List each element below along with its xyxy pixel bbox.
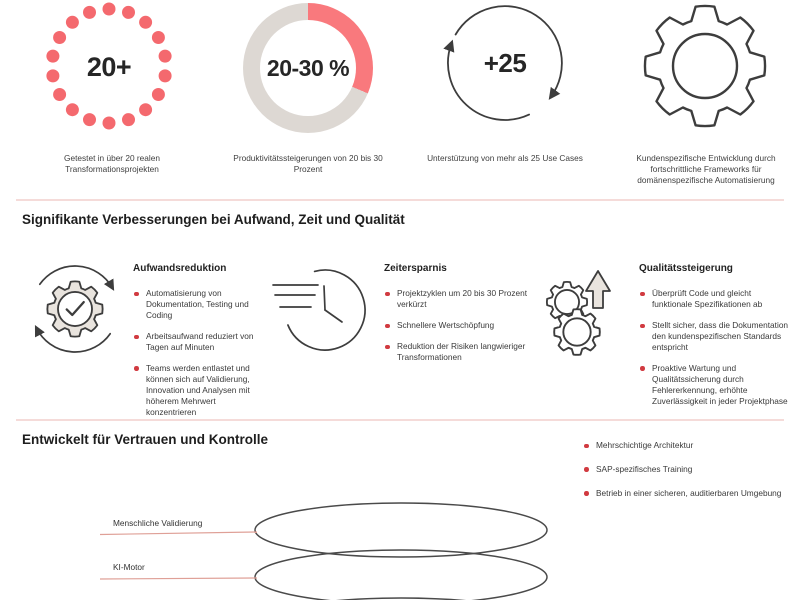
- column-time: [384, 262, 529, 373]
- bullet-item: Schnellere Wertschöpfung: [384, 320, 529, 331]
- stat-value-projects: 20+: [86, 52, 132, 82]
- leader-line-ki-motor: [100, 578, 257, 579]
- gears-arrow-up-icon: [540, 258, 630, 358]
- bullet-item: Proaktive Wartung und Qualitätssicherung durch Fehlererkennung, erhöhte Zuverlässigkeit in jeder Projektphase: [639, 363, 792, 407]
- bullet-item: Automatisierung von Dokumentation, Testing und Coding: [133, 288, 257, 321]
- bullet-item: Arbeitsaufwand reduziert von Tagen auf Minuten: [133, 331, 257, 353]
- clock-speed-icon: [270, 263, 375, 358]
- divider-line: [16, 199, 784, 201]
- divider-line: [16, 419, 784, 421]
- leader-line-human-validation: [100, 532, 257, 535]
- bullet-item: Projektzyklen um 20 bis 30 Prozent verkürzt: [384, 288, 529, 310]
- stat-caption-productivity: Produktivitätssteigerungen von 20 bis 30 Prozent: [233, 153, 383, 175]
- layer-label-ki-motor: KI-Motor: [113, 562, 145, 572]
- bullet-item: SAP-spezifisches Training: [583, 464, 793, 475]
- trust-section-title: Entwickelt für Vertrauen und Kontrolle: [22, 432, 269, 447]
- improvements-section-title: Signifikante Verbesserungen bei Aufwand, Zeit und Qualität: [22, 212, 405, 227]
- stat-caption-usecases: Unterstützung von mehr als 25 Use Cases: [427, 153, 583, 163]
- stat-caption-custom-dev: Kundenspezifische Entwicklung durch fortschrittliche Frameworks für domänenspezifische Automatisierung: [636, 153, 776, 186]
- bullet-item: Stellt sicher, dass die Dokumentation den kundenspezifischen Standards entspricht: [639, 320, 792, 353]
- column-effort-title: Aufwandsreduktion: [133, 263, 227, 274]
- column-time-title: Zeitersparnis: [384, 263, 447, 274]
- layer-label-human-validation: Menschliche Validierung: [113, 518, 203, 528]
- column-time-bullets: [384, 288, 529, 363]
- column-quality: [639, 262, 792, 417]
- bullet-item: Überprüft Code und gleicht funktionale Spezifikationen ab: [639, 288, 792, 310]
- stat-value-usecases: +25: [483, 48, 527, 78]
- bullet-item: Betrieb in einer sicheren, auditierbaren Umgebung: [583, 488, 793, 499]
- layer-ellipse-human-validation: [255, 503, 547, 557]
- column-quality-bullets: [639, 288, 792, 406]
- bullet-item: Teams werden entlastet und können sich auf Validierung, Innovation und Analysen mit höherem Mehrwert konzentrieren: [133, 363, 257, 418]
- column-effort-bullets: [133, 288, 257, 417]
- stat-caption-projects: Getestet in über 20 realen Transformationsprojekten: [64, 153, 160, 175]
- stat-value-productivity: 20-30 %: [266, 54, 350, 81]
- column-effort: [133, 262, 257, 428]
- gear-sync-icon: [25, 263, 125, 358]
- layer-stack-diagram: [0, 490, 800, 600]
- donut-chart-icon: [243, 3, 373, 133]
- bullet-item: Reduktion der Risiken langwieriger Transformationen: [384, 341, 529, 363]
- bullet-item: Mehrschichtige Architektur: [583, 440, 793, 451]
- column-quality-title: Qualitätssteigerung: [639, 263, 733, 274]
- gear-icon: [635, 0, 775, 136]
